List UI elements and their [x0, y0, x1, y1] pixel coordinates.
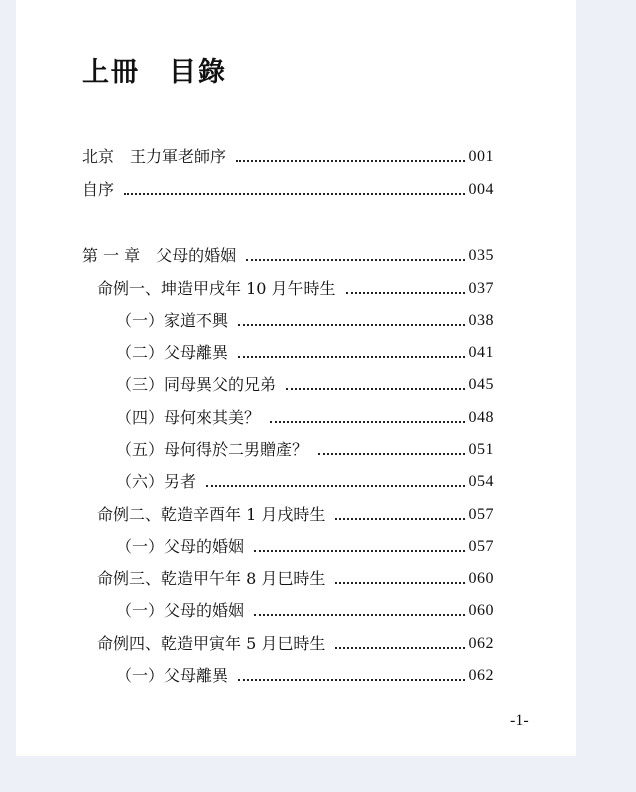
- toc-entry-label: （一）父母的婚姻: [116, 537, 245, 556]
- toc-entry-case-3: [97, 567, 494, 591]
- toc-entry-label: 命例四、乾造甲寅年 5 月巳時生: [97, 634, 326, 653]
- toc-entry-page: 062: [468, 635, 494, 652]
- toc-entry-label: （一）父母離異: [116, 666, 229, 685]
- toc-entry-page: 057: [468, 506, 494, 523]
- toc-entry-label: 命例一、坤造甲戌年 10 月午時生: [97, 279, 336, 298]
- dot-leader: [238, 356, 464, 358]
- dot-leader: [270, 421, 464, 423]
- toc-entry-label: （五）母何得於二男贈產？: [116, 440, 309, 459]
- dot-leader: [346, 292, 465, 294]
- toc-entry-label: 自序: [82, 180, 115, 199]
- toc-entry-case-1-sub-2: [116, 341, 494, 365]
- dot-leader: [254, 614, 464, 616]
- toc-entry-page: 051: [468, 441, 494, 458]
- toc-entry-case-4: [97, 632, 494, 656]
- toc-entry-case-3-sub-1: [116, 599, 494, 623]
- dot-leader: [318, 453, 464, 455]
- toc-entry-case-2: [97, 503, 494, 527]
- toc-entry-page: 057: [468, 538, 494, 555]
- toc-entry-page: 038: [468, 312, 494, 329]
- dot-leader: [124, 193, 464, 195]
- toc-entry-label: 命例二、乾造辛酉年 1 月戌時生: [97, 505, 326, 524]
- dot-leader: [246, 259, 464, 261]
- toc-entry-preface-wang: [82, 145, 494, 169]
- toc-entry-case-1-sub-6: [116, 470, 494, 494]
- toc-entry-case-1-sub-1: [116, 309, 494, 333]
- toc-entry-self-preface: [82, 178, 494, 202]
- toc-entry-case-1-sub-3: [116, 373, 494, 397]
- toc-entry-page: 037: [468, 280, 494, 297]
- toc-entry-page: 004: [468, 181, 494, 198]
- toc-entry-case-2-sub-1: [116, 535, 494, 559]
- toc-entry-label: （一）家道不興: [116, 311, 229, 330]
- toc-entry-page: 062: [468, 667, 494, 684]
- dot-leader: [206, 485, 464, 487]
- toc-entry-page: 048: [468, 409, 494, 426]
- toc-entry-page: 041: [468, 344, 494, 361]
- toc-entry-chapter-1: [82, 244, 494, 268]
- toc-entry-page: 001: [468, 148, 494, 165]
- document-page: [16, 0, 576, 756]
- toc-title: 上冊 目錄: [82, 57, 227, 88]
- toc-entry-label: 命例三、乾造甲午年 8 月巳時生: [97, 569, 326, 588]
- dot-leader: [238, 679, 464, 681]
- toc-entry-label: 第 一 章 父母的婚姻: [82, 246, 237, 265]
- dot-leader: [286, 388, 464, 390]
- toc-entry-label: （三）同母異父的兄弟: [116, 375, 277, 394]
- toc-entry-case-4-sub-1: [116, 664, 494, 688]
- toc-entry-page: 060: [468, 602, 494, 619]
- toc-entry-page: 054: [468, 473, 494, 490]
- toc-entry-page: 060: [468, 570, 494, 587]
- dot-leader: [238, 324, 464, 326]
- toc-entry-label: （六）另者: [116, 472, 197, 491]
- page-number: -1-: [510, 712, 529, 729]
- toc-entry-label: （一）父母的婚姻: [116, 601, 245, 620]
- toc-entry-page: 035: [468, 247, 494, 264]
- dot-leader: [254, 550, 464, 552]
- toc-entry-label: 北京 王力軍老師序: [82, 147, 227, 166]
- dot-leader: [236, 160, 464, 162]
- dot-leader: [335, 518, 464, 520]
- toc-entry-case-1: [97, 277, 494, 301]
- toc-entry-label: （四）母何來其美？: [116, 408, 261, 427]
- toc-entry-case-1-sub-4: [116, 406, 494, 430]
- toc-entry-page: 045: [468, 376, 494, 393]
- toc-entry-case-1-sub-5: [116, 438, 494, 462]
- dot-leader: [335, 647, 464, 649]
- dot-leader: [335, 582, 464, 584]
- toc-entry-label: （二）父母離異: [116, 343, 229, 362]
